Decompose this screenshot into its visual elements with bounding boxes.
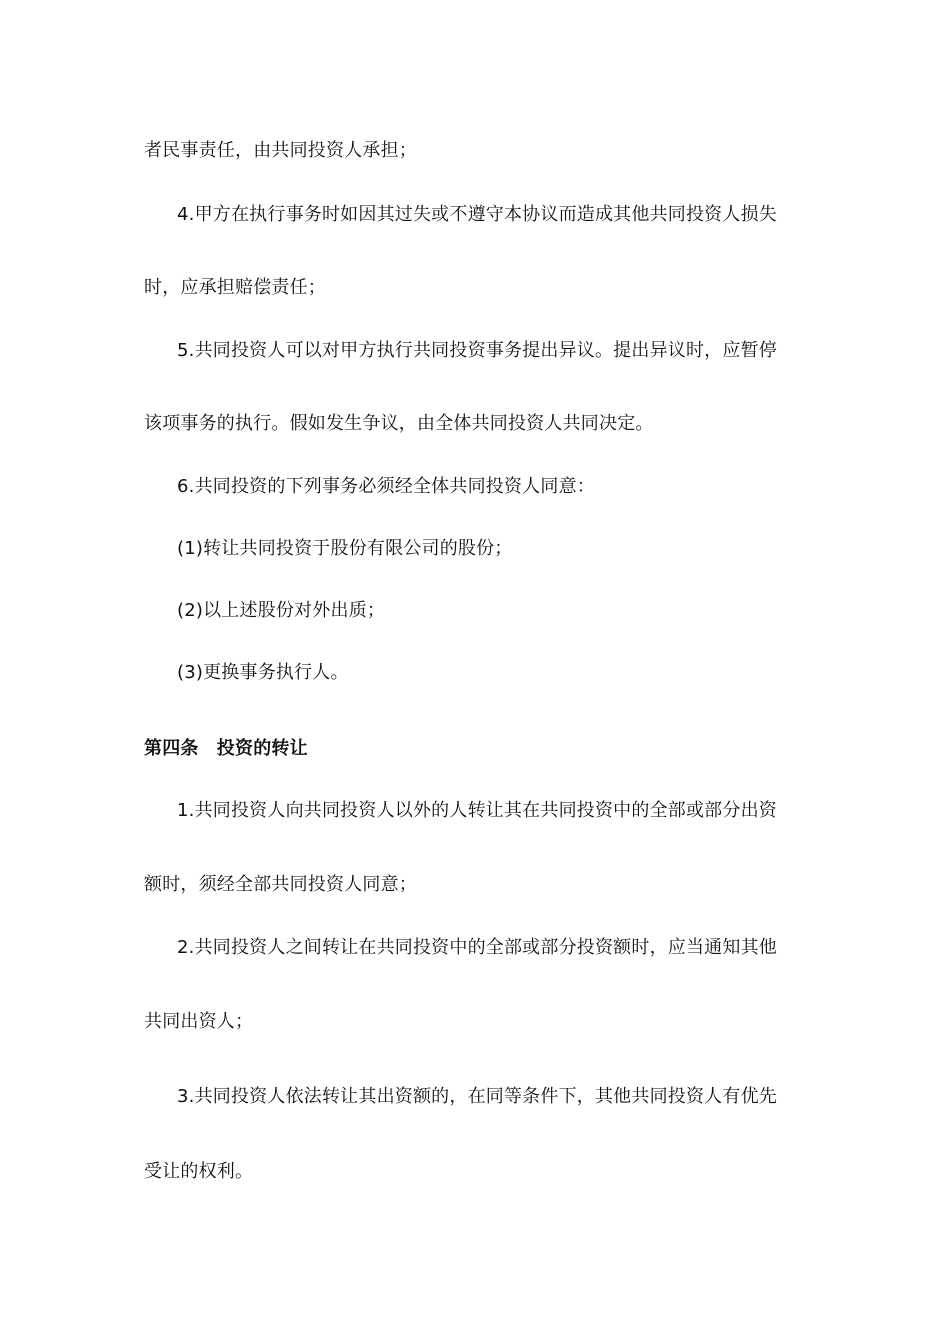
paragraph-line: 者民事责任，由共同投资人承担；: [144, 140, 417, 161]
paragraph-line: 受让的权利。: [144, 1161, 254, 1182]
list-item: (2)以上述股份对外出质；: [177, 600, 386, 621]
paragraph-line: 5.共同投资人可以对甲方执行共同投资事务提出异议。提出异议时，应暂停: [177, 340, 777, 361]
paragraph-line: 时，应承担赔偿责任；: [144, 277, 326, 298]
list-item: (3)更换事务执行人。: [177, 662, 349, 683]
paragraph-line: 该项事务的执行。假如发生争议，由全体共同投资人共同决定。: [144, 413, 654, 434]
paragraph-line: 6.共同投资的下列事务必须经全体共同投资人同意：: [177, 476, 595, 497]
paragraph-line: 3.共同投资人依法转让其出资额的，在同等条件下，其他共同投资人有优先: [177, 1086, 777, 1107]
list-item: (1)转让共同投资于股份有限公司的股份；: [177, 538, 513, 559]
paragraph-line: 4.甲方在执行事务时如因其过失或不遵守本协议而造成其他共同投资人损失: [177, 204, 777, 225]
paragraph-line: 共同出资人；: [144, 1011, 254, 1032]
paragraph-line: 2.共同投资人之间转让在共同投资中的全部或部分投资额时，应当通知其他: [177, 937, 777, 958]
paragraph-line: 1.共同投资人向共同投资人以外的人转让其在共同投资中的全部或部分出资: [177, 800, 777, 821]
paragraph-line: 额时，须经全部共同投资人同意；: [144, 874, 417, 895]
section-heading: 第四条 投资的转让: [144, 738, 308, 759]
